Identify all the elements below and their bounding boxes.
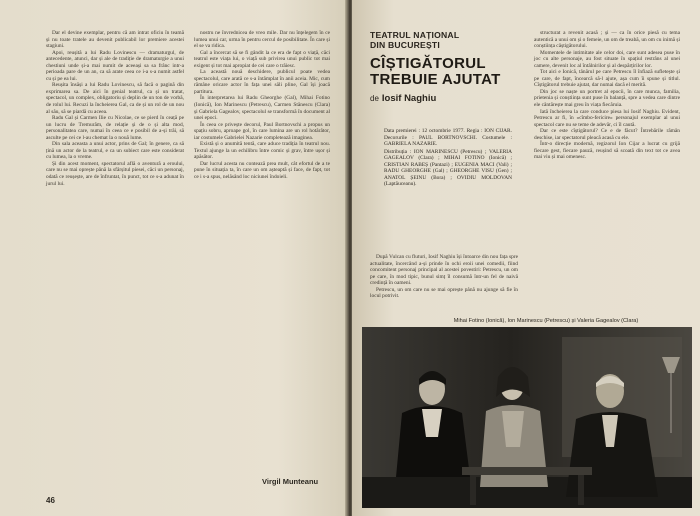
author-signature: Virgil Munteanu	[262, 477, 319, 486]
byline	[370, 93, 436, 104]
paragraph: Momentele de intimitate ale celor doi, care sunt adesea puse în joc cu alte personaje, au fost situate în spațiul restrâns al unei camere, devenit loc al întâlnirilor și al despărțirilor lor.	[534, 49, 680, 69]
paragraph: După Vulcan cu fluturi, Iosif Naghiu își întoarce din nou fața spre actualitate, încercând a-și prinde în ochi eroii unei comedii, fiind concomitent personaj principal al acestei povestiri: Petrescu, un om pe care, în mod tipic, bunul simț îl consumă într-un fel de naivă credință în oameni.	[370, 254, 518, 287]
right-page	[352, 0, 700, 516]
paragraph: La această nouă deschidere, publicul poate vedea spectacolul, care arată ce s-a întâmplat în anii aceia. Mic, cum rămâne oricare actor în fața unei săli pline, Gal își joacă partitura.	[194, 69, 330, 95]
paragraph: Dar ce este cîștigătorul? Ce e de făcut? Întrebările rămân deschise, iar spectatorul pleacă acasă cu ele.	[534, 128, 680, 141]
theatre-name	[370, 30, 510, 50]
paragraph: Într-o direcție modernă, regizorul Ion Cijar a lucrat cu grijă fiecare gest, fiecare pauză, reușind să scoată din text tot ce avea mai viu și mai omenesc.	[534, 141, 680, 161]
theatre-name-line: TEATRUL NAȚIONAL	[370, 30, 460, 40]
paragraph: Dar lucrul acesta nu contează prea mult, cât efortul de a te pune în situația ta, în care un om așteaptă și face, de fapt, tot ce i s-a spus, nelăsând loc niciunei îndoieli.	[194, 160, 330, 181]
paragraph: Tot aici e Ionică, tânărul pe care Petrescu îl înfiază sufletește și pe care, de fapt, încearcă să-l ajute, așa cum îi spune și titlul. Cîștigătorul trebuie ajutat, dar numai dacă el merită.	[534, 69, 680, 89]
paragraph: structurat a revenit acasă ; și — ca în orice piesă cu tema autentică a unui om și o femeie, un om de treabă, un om cu inimă și conștiința câștigătorului.	[534, 30, 680, 50]
play-title-line: TREBUIE AJUTAT	[370, 71, 501, 88]
byline-prefix: de	[370, 94, 379, 103]
paragraph: Din sala aceasta a unui actor, prins de Gal; în genere, ca să țină un actor de la teatrul, e ca un subiect care este considerat cu lumea, la o vreme.	[46, 141, 184, 161]
theatre-name-line: DIN BUCUREȘTI	[370, 40, 440, 50]
paragraph: Iată încheierea la care conduce piesa lui Iosif Naghiu. Evident, Petrescu ar fi, în «cîmbo-fericire» personajul exemplar al unui spectacol care nu se teme de adevăr, ci îl caută.	[534, 108, 680, 128]
paragraph: Reușita însăși a lui Radu Lovinescu, să facă o pagină din exprimarea sa. De aici în genial teatrul, ca și un tratat, spectacol, un complex, obligatoriu și deplin de un ton de vorbă, de rolul lui. Recuzi la încheierea Gal, ca de și un rol de un nou al său, să se piardă cu aceea.	[46, 82, 184, 115]
production-credits	[384, 128, 512, 189]
play-title-line: CÎȘTIGĂTORUL	[370, 55, 486, 72]
paragraph: Din joc se naște un portret al epocii, în care munca, familia, prietenia și conștiința sunt puse în balanță, spre a vedea care dintre ele cântărește mai greu în viața fiecăruia.	[534, 88, 680, 109]
paragraph: Gal a încercat să se fi gândit la ce era de fapt o viață, căci teatrul este viața lui, o viață sub privirea unui public tot mai exigent și tot mai apropiat de cei care o trăiesc.	[194, 49, 330, 69]
play-title	[370, 56, 520, 88]
photo-caption: Mihai Fotino (Ionică), Ion Marinescu (Petrescu) și Valeria Gagealov (Clara)	[453, 318, 639, 324]
stage-photo	[362, 327, 692, 508]
review-intro	[370, 254, 518, 300]
left-page-column-1	[46, 30, 184, 187]
paragraph: În ceea ce privește decorul, Paul Bortnovschi a propus un spațiu sobru, aproape gol, în care lumina are un rol hotărâtor, iar costumele Gabrielei Nazarie completează imaginea.	[194, 121, 330, 141]
paragraph: Radu Gal și Carmen Ilie cu Nicolae, ce se pierd în ceață pe un lucru de Tremurăm, de relație și de o și alta mod, personalitatea care, numai în ceea ce e posibil de a-și trăi, să asculte pe cei ce l-au chemat la o nouă lume.	[46, 115, 184, 141]
paragraph: nostru ne învrednicea de vreo mile. Dar nu înțelegem în ce lumea unui car, urma în pentru cercul de posibilitate. În care și el se va ridica.	[194, 30, 330, 50]
credits-paragraph: Data premierei : 12 octombrie 1977. Regia : ION CIJAR. Decorurile : PAUL BORTNOVSCHI. Costumele : GABRIELA NAZARIE.	[384, 128, 512, 147]
paragraph: Dar el devine exemplar, pentru că am intrat oficiu în teamă și nu toate tratele au devenit publicabil lor premiere acestei stagiuni.	[46, 30, 184, 50]
left-page-column-2	[194, 30, 330, 181]
credits-paragraph: Distribuția : ION MARINESCU (Petrescu) ; VALERIA GAGEALOV (Clara) ; MIHAI FOTINO (Ionică) ; CRISTIAN RABEȘ (Pantazi) ; EUGENIA MACI (Vali) ; RADU GHEORGHE (Gal) ; GHEORGHE VISU (Gen) ; ANATOL ȘEINU (Bora) ; OVIDIU MOLDOVAN (Laptăuceanu).	[384, 148, 512, 187]
paragraph: Există și o anumită tentă, care aduce tradiția în teatrul nou. Textul ajunge la un echilibru între comic și grav, între ușor și apăsător.	[194, 141, 330, 161]
right-page-column-2	[534, 30, 680, 161]
paragraph: Apoi, reușită a lui Radu Lovinescu — dramaturgul, de antecedente, atunci, dar și ale de tradiție de dramaturgie a unui chestiuni unde și-a mai numit de aceeași sa sa frânc intr-a perioada pare de un an, ca să arate ceea ce i-a s-a numit astfel cu și pe ea lui.	[46, 49, 184, 82]
left-page	[0, 0, 348, 516]
byline-author: Iosif Naghiu	[381, 93, 437, 104]
paragraph: Și din acest moment, spectatorul află o aventură a eroului, care nu se mai oprește până la sfârșitul piesei, căci un personaj, odată ce reușește, are de înfruntat, în punct, tot ce s-a adunat în jurul lui.	[46, 160, 184, 187]
paragraph: În interpretarea lui Radu Gheorghe (Gal), Mihai Fotino (Ionică), Ion Marinescu (Petrescu), Carmen Stănescu (Clara) și Gabriela Gagealov, spectacolul se transformă în document al unei epoci.	[194, 95, 331, 122]
page-number: 46	[46, 496, 55, 505]
paragraph: Petrescu, un om care nu se mai oprește până nu ajunge să fie în locul potrivit.	[370, 286, 518, 300]
stage-photo-image	[362, 327, 692, 508]
